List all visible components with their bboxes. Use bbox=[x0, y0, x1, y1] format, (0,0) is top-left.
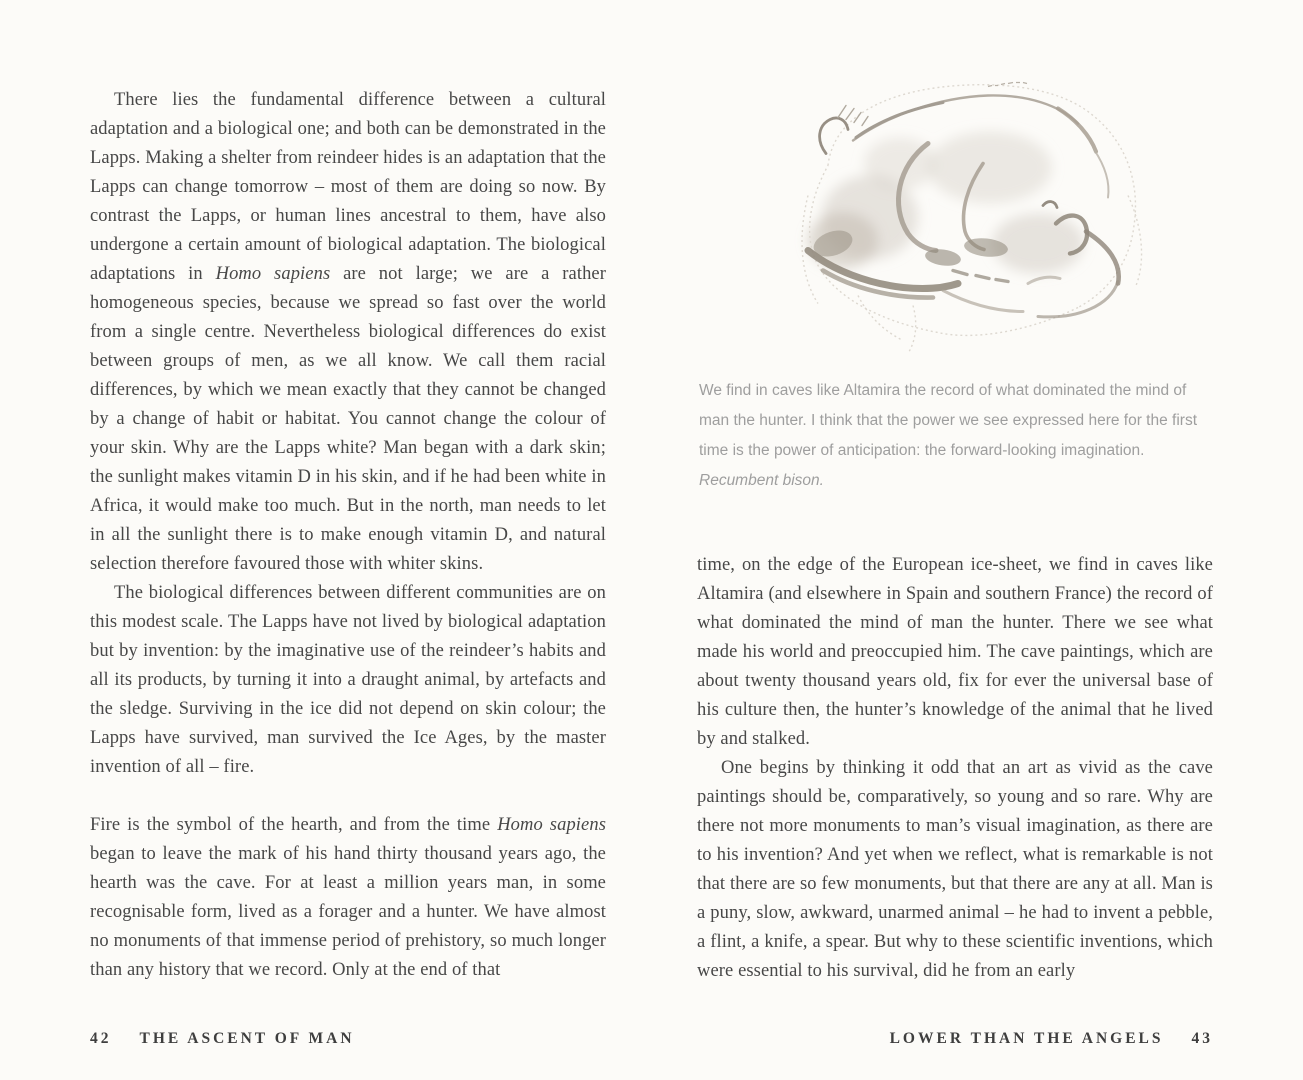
paragraph bbox=[697, 754, 1213, 986]
left-running-title: THE ASCENT OF MAN bbox=[139, 1030, 355, 1047]
text-segment: Homo sapiens bbox=[497, 815, 607, 835]
paragraph bbox=[90, 811, 606, 985]
text-segment: There lies the fundamental difference between a cultural adaptation and a biological one; and both can be demonstrated in the Lapps. Making a shelter from reindeer hides is an adaptation that the Lapps can change tomorrow – most of them are doing so now. By contrast the Lapps, or human lines ancestral to them, have also undergone a certain amount of biological adaptation. The biological adaptations in bbox=[90, 90, 606, 284]
text-segment: The biological differences between different communities are on this modest scale. The Lapps have not lived by biological adaptation but by invention: by the imaginative use of the reindeer’s habits and all its products, by turning it into a draught animal, by artefacts and the sledge. Surviving in the ice did not depend on skin colour; the Lapps have survived, man survived the Ice Ages, by the master invention of all – fire. bbox=[90, 583, 606, 777]
left-page-text-column bbox=[90, 86, 606, 985]
text-segment: We find in caves like Altamira the record of what dominated the mind of man the hunter. I think that the power we see expressed here for the first time is the power of anticipation: the forward-looking imagination. bbox=[699, 382, 1197, 459]
text-segment: time, on the edge of the European ice-sheet, we find in caves like Altamira (and elsewhere in Spain and southern France) the record of what dominated the mind of man the hunter. There we see what made his world and preoccupied him. The cave paintings, which are about twenty thousand years old, fix for ever the universal base of his culture then, the hunter’s knowledge of the animal that he lived by and stalked. bbox=[697, 555, 1213, 749]
paragraph bbox=[90, 579, 606, 782]
text-segment: One begins by thinking it odd that an art as vivid as the cave paintings should be, comparatively, so young and so rare. Why are there not more monuments to man’s visual imagination, as there are to his invention? And yet when we reflect, what is remarkable is not that there are so few monuments, but that there are any at all. Man is a puny, slow, awkward, unarmed animal – he had to invent a pebble, a flint, a knife, a spear. But why to these scientific inventions, which were essential to his survival, did he from an early bbox=[697, 758, 1213, 981]
right-page-text-column bbox=[697, 551, 1213, 986]
paragraph bbox=[90, 86, 606, 579]
figure-caption bbox=[699, 376, 1214, 496]
text-segment: Fire is the symbol of the hearth, and from the time bbox=[90, 815, 498, 835]
paragraph bbox=[697, 551, 1213, 754]
text-segment: are not large; we are a rather homogeneous species, because we spread so fast over the world from a single centre. Nevertheless biological differences do exist between groups of men, as we all know. We call them racial differences, by which we mean exactly that they cannot be changed by a change of habit or habitat. You cannot change the colour of your skin. Why are the Lapps white? Man began with a dark skin; the sunlight makes vitamin D in his skin, and if he had been white in Africa, it would make too much. But in the north, man needs to let in all the sunlight there is to make enough vitamin D, and natural selection therefore favoured those with whiter skins. bbox=[90, 264, 606, 574]
figure-recumbent-bison bbox=[738, 42, 1178, 364]
recumbent-bison-drawing bbox=[738, 42, 1178, 364]
right-page-number: 43 bbox=[1191, 1030, 1213, 1047]
text-segment: began to leave the mark of his hand thirty thousand years ago, the hearth was the cave. For at least a million years man, in some recognisable form, lived as a forager and a hunter. We have almost no monuments of that immense period of prehistory, so much longer than any history that we record. Only at the end of that bbox=[90, 844, 606, 980]
left-page-footer bbox=[90, 1030, 606, 1048]
right-page-footer bbox=[697, 1030, 1213, 1048]
right-running-title: LOWER THAN THE ANGELS bbox=[889, 1030, 1164, 1047]
left-page-number: 42 bbox=[90, 1030, 112, 1047]
text-segment: Recumbent bison. bbox=[699, 472, 824, 489]
text-segment: Homo sapiens bbox=[215, 264, 331, 284]
